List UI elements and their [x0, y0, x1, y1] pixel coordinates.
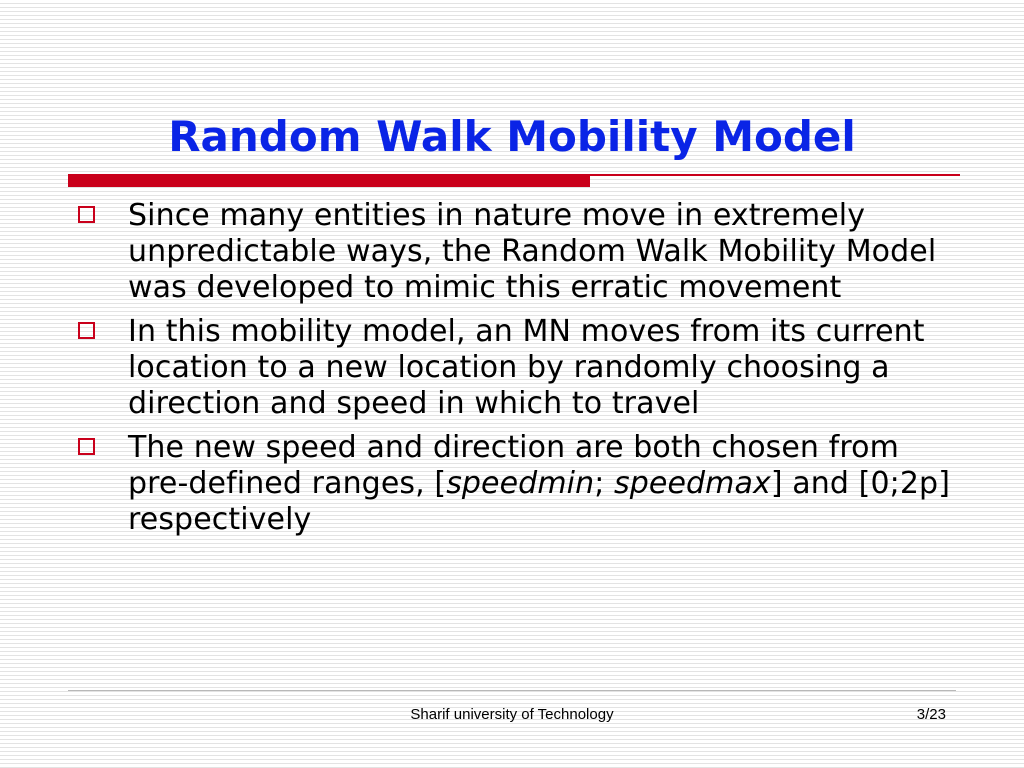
- bullet-text-part: ;: [594, 466, 615, 501]
- bullet-list: [78, 198, 958, 546]
- bullet-text-part: ] and [0;2p] respectively: [128, 466, 950, 537]
- bullet-text-part: The new speed and direction are both chosen from pre-defined ranges, [: [128, 430, 899, 501]
- bullet-text-part: In this mobility model, an MN moves from its current location to a new location by randomly choosing a direction and speed in which to travel: [128, 314, 925, 421]
- hollow-square-bullet-icon: [78, 322, 95, 339]
- hollow-square-bullet-icon: [78, 206, 95, 223]
- footer-divider: [68, 690, 956, 691]
- bullet-item: [78, 198, 958, 306]
- title-accent-bar: [68, 175, 590, 187]
- footer-page-number: 3/23: [916, 706, 946, 723]
- bullet-text: [128, 198, 958, 306]
- bullet-text-part: Since many entities in nature move in extremely unpredictable ways, the Random Walk Mobility Model was developed to mimic this erratic movement: [128, 198, 937, 305]
- bullet-item: [78, 430, 958, 538]
- hollow-square-bullet-icon: [78, 438, 95, 455]
- footer-institution: Sharif university of Technology: [410, 706, 614, 723]
- slide-title: Random Walk Mobility Model: [168, 112, 856, 161]
- bullet-text: [128, 314, 958, 422]
- bullet-item: [78, 314, 958, 422]
- bullet-text: [128, 430, 958, 538]
- bullet-text-italic: speedmax: [614, 466, 771, 501]
- bullet-text-italic: speedmin: [446, 466, 595, 501]
